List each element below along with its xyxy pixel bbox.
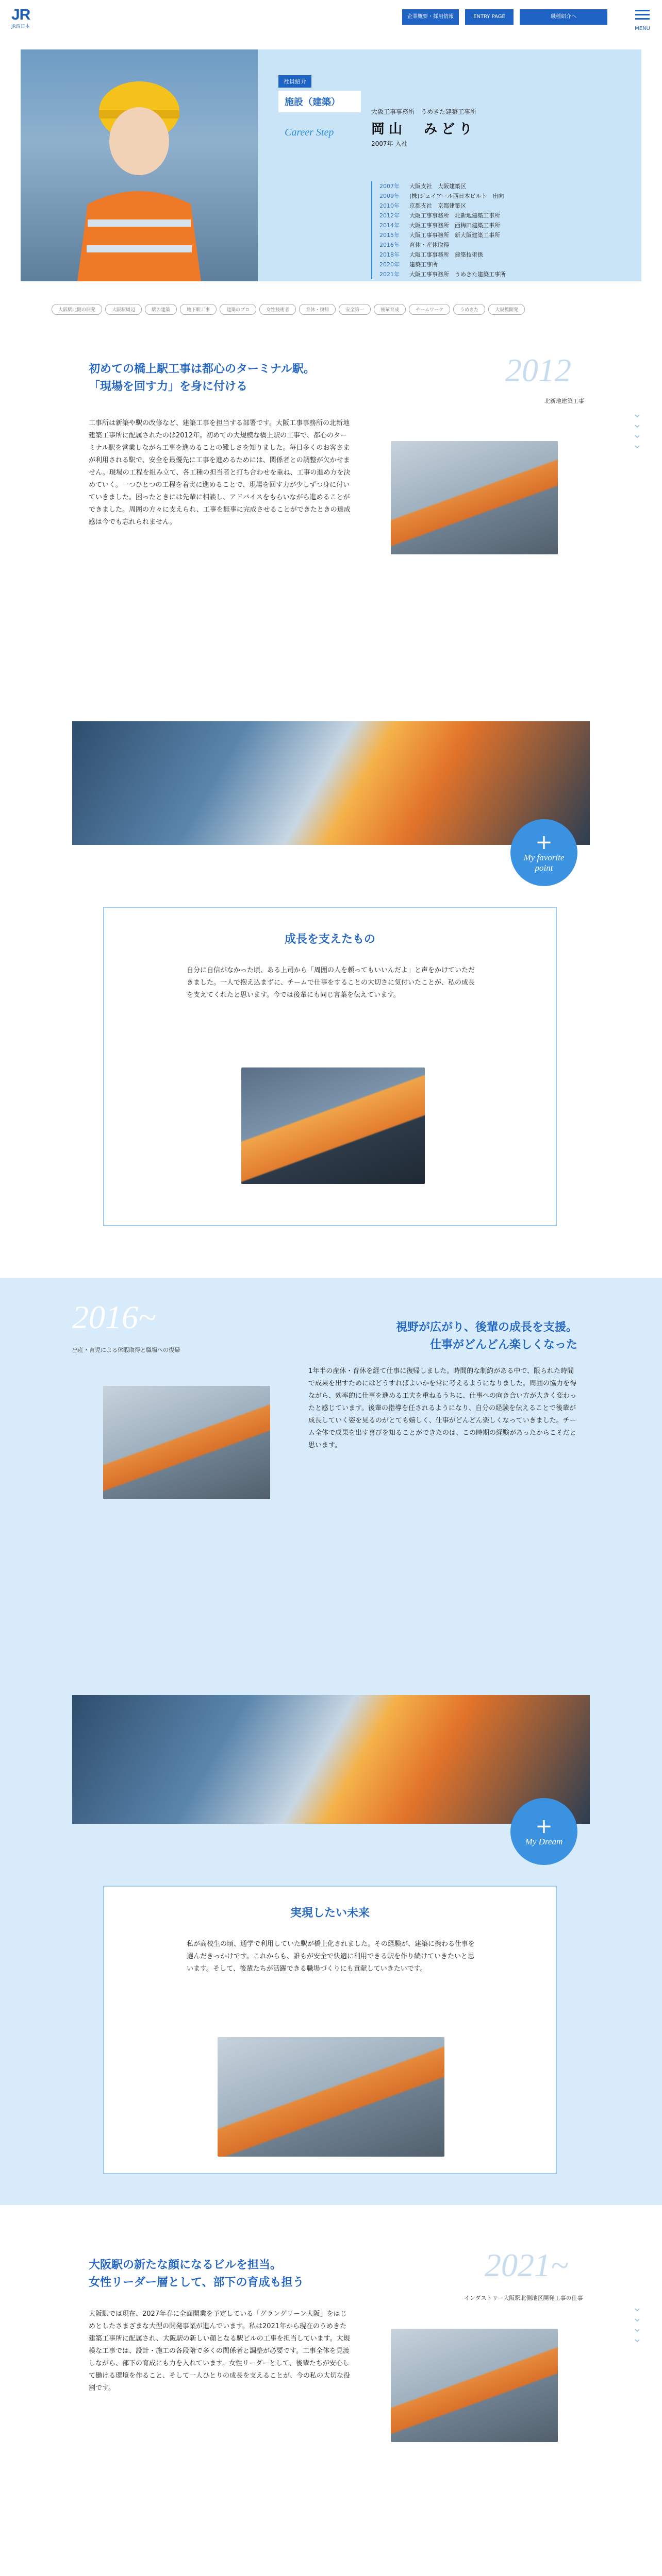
section-2016-heading (335, 1319, 577, 1354)
year-2012-caption: 北新地建築工事 (544, 398, 584, 404)
career-year: 2015年 (379, 232, 400, 239)
section-2012-body: 工事所は新築や駅の改修など、建築工事を担当する部署です。大阪工事事務所の北新地建築工事所に配属されたのは2012年。初めての大規模な橋上駅の工事で、都心のターミナル駅を営業しながら工事を進めることの難しさを知りました。毎日多くのお客さまが利用される駅で、安全を最優先に工事を進めるためには、関係者との調整が欠かせません。現場の工程を組み立て、各工種の担当者と打ち合わせを重ね、工事の進め方を決めていく。一つひとつの工程を着実に進めることで、現場を回す力が少しずつ身に付いていきました。困ったときには先輩に相談し、アドバイスをもらいながら進めることができました。周囲の方々に支えられ、工事を無事に完成させることができたときの達成感は今でも忘れられません。 (89, 419, 351, 526)
job-types-button[interactable]: 職種紹介へ (520, 9, 607, 25)
heading-line: 初めての橋上駅工事は都心のターミナル駅。 (89, 363, 315, 376)
future-heading: 実現したい未来 (290, 1907, 370, 1920)
portrait-illustration (21, 49, 258, 281)
plus-icon: + (535, 1815, 553, 1838)
career-item (379, 191, 619, 201)
menu-label: MENU (635, 26, 650, 31)
career-text: 大阪工事事務所 西梅田建築工事所 (409, 222, 500, 229)
section-2021-heading (89, 2257, 367, 2292)
career-text: 育休・産休取得 (409, 242, 449, 248)
keyword-tag[interactable]: 安全第一 (339, 304, 371, 315)
keyword-tag[interactable]: 地下駅工事 (180, 304, 217, 315)
logo-subtext: JR西日本 (11, 24, 30, 29)
career-text: 大阪支社 大阪建築区 (409, 183, 466, 190)
career-text: 大阪工事事務所 北新地建築工事所 (409, 212, 500, 219)
plus-icon: + (535, 831, 553, 854)
my-dream-circle[interactable] (510, 1798, 577, 1865)
my-dream-photo (72, 1695, 590, 1824)
future-body: 私が高校生の頃、通学で利用していた駅が橋上化されました。その経験が、建築に携わる仕事を選んだきっかけです。これからも、誰もが安全で快適に利用できる駅を作り続けていきたいと思います。そして、後輩たちが活躍できる職場づくりにも貢献していきたいです。 (187, 1940, 475, 1973)
keyword-tag[interactable]: 大阪駅北側の開発 (52, 304, 102, 315)
career-item (379, 260, 619, 269)
career-year: 2018年 (379, 251, 400, 258)
career-text: 建築工事所 (409, 261, 438, 268)
career-year: 2010年 (379, 202, 400, 209)
career-year: 2009年 (379, 193, 400, 199)
chevron-down-icon: ⌄ ⌄ ⌄ ⌄ (632, 2301, 642, 2345)
heading-line: 視野が広がり、後輩の成長を支援。 (395, 1321, 577, 1334)
career-text: 大阪工事事務所 うめきた建築工事所 (409, 271, 506, 278)
heading-line: 「現場を回す力」を身に付ける (89, 380, 248, 393)
favorite-point-photo (72, 721, 590, 845)
career-timeline (371, 181, 619, 279)
corporate-info-button[interactable]: 企業概要・採用情報 (402, 9, 459, 25)
menu-icon-bar (635, 18, 650, 20)
menu-icon-bar (635, 14, 650, 15)
support-heading: 成長を支えたもの (284, 933, 375, 946)
year-2021-caption: インダストリー大阪駅北側地区開発工事の仕事 (464, 2295, 583, 2301)
future-photo (218, 2037, 444, 2157)
keyword-tag[interactable]: 建築のプロ (220, 304, 256, 315)
year-2012-label: 2012 (505, 352, 571, 388)
keyword-tag[interactable]: 後輩育成 (374, 304, 406, 315)
career-text: 大阪工事事務所 新大阪建築工事所 (409, 232, 500, 239)
jr-logo[interactable] (11, 7, 44, 32)
year-2016-label: 2016~ (72, 1299, 156, 1335)
future-card (103, 1886, 557, 2174)
heading-line: 女性リーダー層として、部下の育成も担う (89, 2276, 304, 2289)
return-to-work-photo (103, 1386, 270, 1499)
keyword-tag[interactable]: チームワーク (409, 304, 450, 315)
logo-mark: JR (11, 6, 30, 23)
worker-meeting-photo (391, 441, 558, 554)
menu-button[interactable] (632, 7, 653, 30)
heading-line: 仕事がどんどん楽しくなった (429, 1338, 577, 1351)
career-year: 2020年 (379, 261, 400, 268)
career-item (379, 221, 619, 230)
support-body: 自分に自信がなかった頃、ある上司から「周囲の人を頼ってもいいんだよ」と声をかけていただきました。一人で抱え込まずに、チームで仕事をすることの大切さに気付いたことが、私の成長を支えてくれたと思います。今では後輩にも同じ言葉を伝えています。 (187, 967, 475, 999)
keyword-tag[interactable]: 大規模開発 (488, 304, 525, 315)
career-year: 2007年 (379, 183, 400, 190)
career-item (379, 201, 619, 211)
umekita-photo (391, 2329, 558, 2442)
career-text: 京都支社 京都建築区 (409, 202, 466, 209)
dream-label: My Dream (525, 1837, 563, 1846)
career-year: 2021年 (379, 271, 400, 278)
menu-icon (635, 10, 650, 11)
keyword-tags (52, 304, 608, 315)
keyword-tag[interactable]: 駅の建築 (145, 304, 177, 315)
career-year: 2014年 (379, 222, 400, 229)
entry-page-button[interactable]: ENTRY PAGE (465, 9, 514, 25)
profile-tag: 社員紹介 (278, 75, 311, 88)
career-item (379, 269, 619, 279)
employee-name: 岡山 みどり (371, 122, 477, 137)
employee-portrait-photo (21, 49, 258, 281)
year-2021-label: 2021~ (485, 2247, 569, 2283)
heading-line: 大阪駅の新たな顔になるビルを担当。 (89, 2259, 282, 2272)
career-item (379, 230, 619, 240)
career-item (379, 250, 619, 260)
section-2021-body: 大阪駅では現在、2027年春に全面開業を予定している「グラングリーン大阪」をはじめとしたさまざまな大型の開発事業が進んでいます。私は2021年から現在のうめきた建築工事所に配属され、大阪駅の新しい顔となる駅ビルの工事を担当しています。大規模な工事では、設計・施工の各段階で多くの関係者と調整が必要です。工事全体を見渡しながら、部下の育成にも力を入れています。女性リーダーとして、後輩たちが安心して働ける環境を作ること、そして一人ひとりの成長を支えることが、今の私の大切な役割です。 (89, 2310, 351, 2392)
keyword-tag[interactable]: 大阪駅周辺 (105, 304, 142, 315)
company-affiliation: 大阪工事事務所 うめきた建築工事所 (371, 108, 477, 115)
career-text: 大阪工事事務所 建築技術係 (409, 251, 483, 258)
favorite-point-circle[interactable] (510, 819, 577, 886)
profile-hero (21, 49, 641, 281)
section-2016-body: 1年半の産休・育休を経て仕事に復帰しました。時間的な制約がある中で、限られた時間で成果を出すためにはどうすればよいかを常に考えるようになりました。周囲の協力を得ながら、効率的に仕事を進める工夫を重ねるうちに、仕事への向き合い方が大きく変わったと感じています。後輩の指導を任されるようになり、自分の経験を伝えることで後輩が成長していく姿を見るのがとても嬉しく、仕事がどんどん楽しくなっていきました。チーム全体で成果を出す喜びを知ることができたのは、この時期の経験があったからこそだと思います。 (308, 1367, 577, 1449)
career-year: 2016年 (379, 242, 400, 248)
career-item (379, 211, 619, 221)
career-item (379, 240, 619, 250)
keyword-tag[interactable]: 女性技術者 (259, 304, 296, 315)
keyword-tag[interactable]: 育休・復帰 (299, 304, 336, 315)
career-text: (株)ジェイアール西日本ビルト 出向 (409, 193, 504, 199)
career-year: 2012年 (379, 212, 400, 219)
year-2016-caption: 出産・育児による休暇取得と職場への復帰 (72, 1347, 180, 1353)
department-label: 施設（建築） (278, 91, 361, 112)
favorite-label: My favorite (523, 853, 565, 862)
support-card (103, 907, 557, 1226)
career-step-label: Career Step (285, 127, 334, 138)
section-2012-heading (89, 361, 367, 396)
chevron-down-icon: ⌄ ⌄ ⌄ ⌄ (632, 408, 642, 451)
support-photo (241, 1067, 425, 1184)
career-item (379, 181, 619, 191)
keyword-tag[interactable]: うめきた (453, 304, 485, 315)
profile-label-block (278, 75, 361, 116)
site-header (0, 0, 662, 41)
favorite-label: point (535, 863, 553, 873)
joined-year: 2007年 入社 (371, 140, 408, 147)
